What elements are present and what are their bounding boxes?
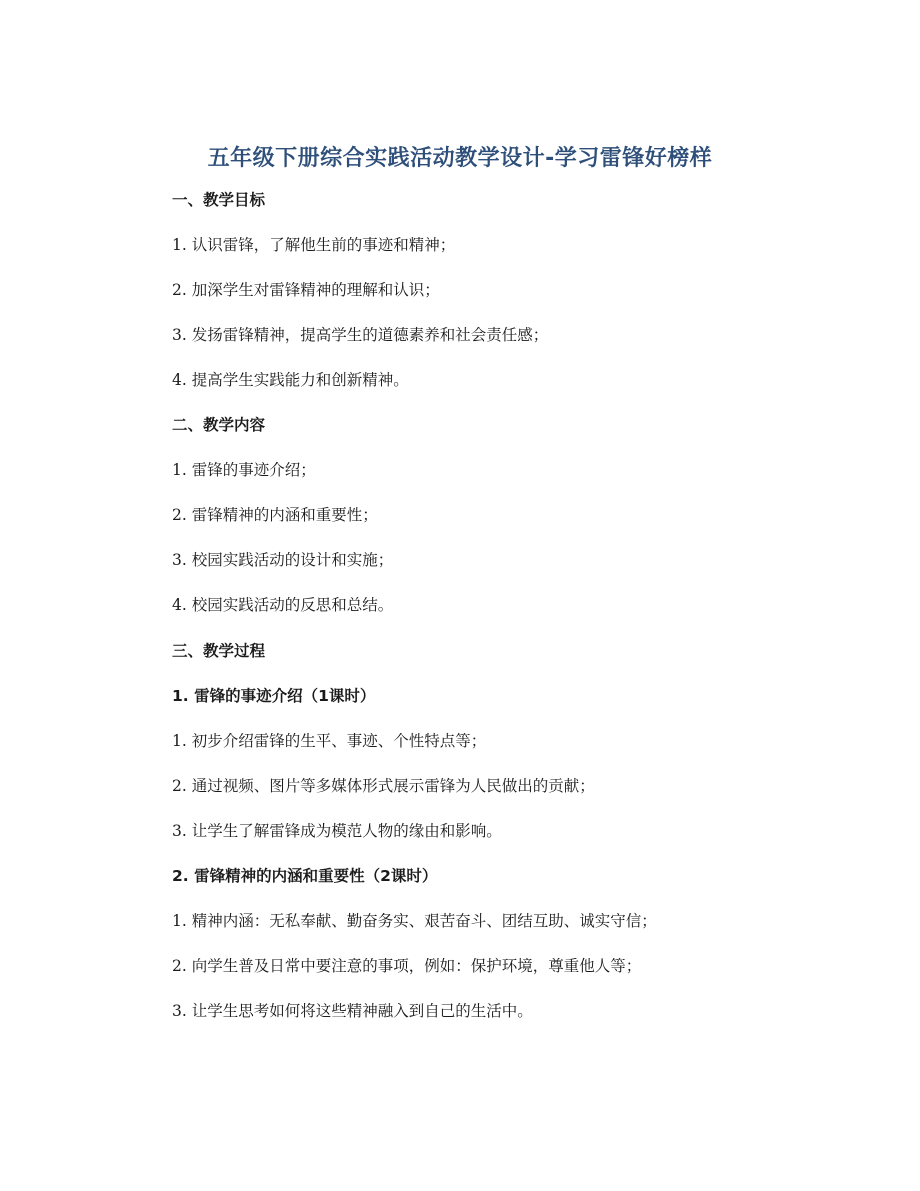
section-heading-content: 二、教学内容 [172,416,266,434]
subsection-heading-deeds: 1. 雷锋的事迹介绍（1课时） [172,687,376,705]
list-item: 2. 向学生普及日常中要注意的事项，例如：保护环境，尊重他人等； [172,957,642,975]
list-item: 2. 加深学生对雷锋精神的理解和认识； [172,281,440,299]
list-item: 3. 让学生了解雷锋成为模范人物的缘由和影响。 [172,822,502,840]
list-item: 1. 认识雷锋，了解他生前的事迹和精神； [172,236,456,254]
list-item: 4. 提高学生实践能力和创新精神。 [172,371,409,389]
list-item: 1. 初步介绍雷锋的生平、事迹、个性特点等； [172,732,487,750]
document-title: 五年级下册综合实践活动教学设计-学习雷锋好榜样 [207,146,713,171]
section-heading-process: 三、教学过程 [172,642,266,660]
list-item: 1. 雷锋的事迹介绍； [172,461,316,479]
section-heading-objectives: 一、教学目标 [172,191,266,209]
list-item: 3. 让学生思考如何将这些精神融入到自己的生活中。 [172,1002,533,1020]
list-item: 3. 校园实践活动的设计和实施； [172,551,394,569]
list-item: 4. 校园实践活动的反思和总结。 [172,596,394,614]
list-item: 1. 精神内涵：无私奉献、勤奋务实、艰苦奋斗、团结互助、诚实守信； [172,912,657,930]
list-item: 2. 通过视频、图片等多媒体形式展示雷锋为人民做出的贡献； [172,777,595,795]
list-item: 2. 雷锋精神的内涵和重要性； [172,506,378,524]
subsection-heading-spirit: 2. 雷锋精神的内涵和重要性（2课时） [172,867,438,885]
list-item: 3. 发扬雷锋精神，提高学生的道德素养和社会责任感； [172,326,549,344]
